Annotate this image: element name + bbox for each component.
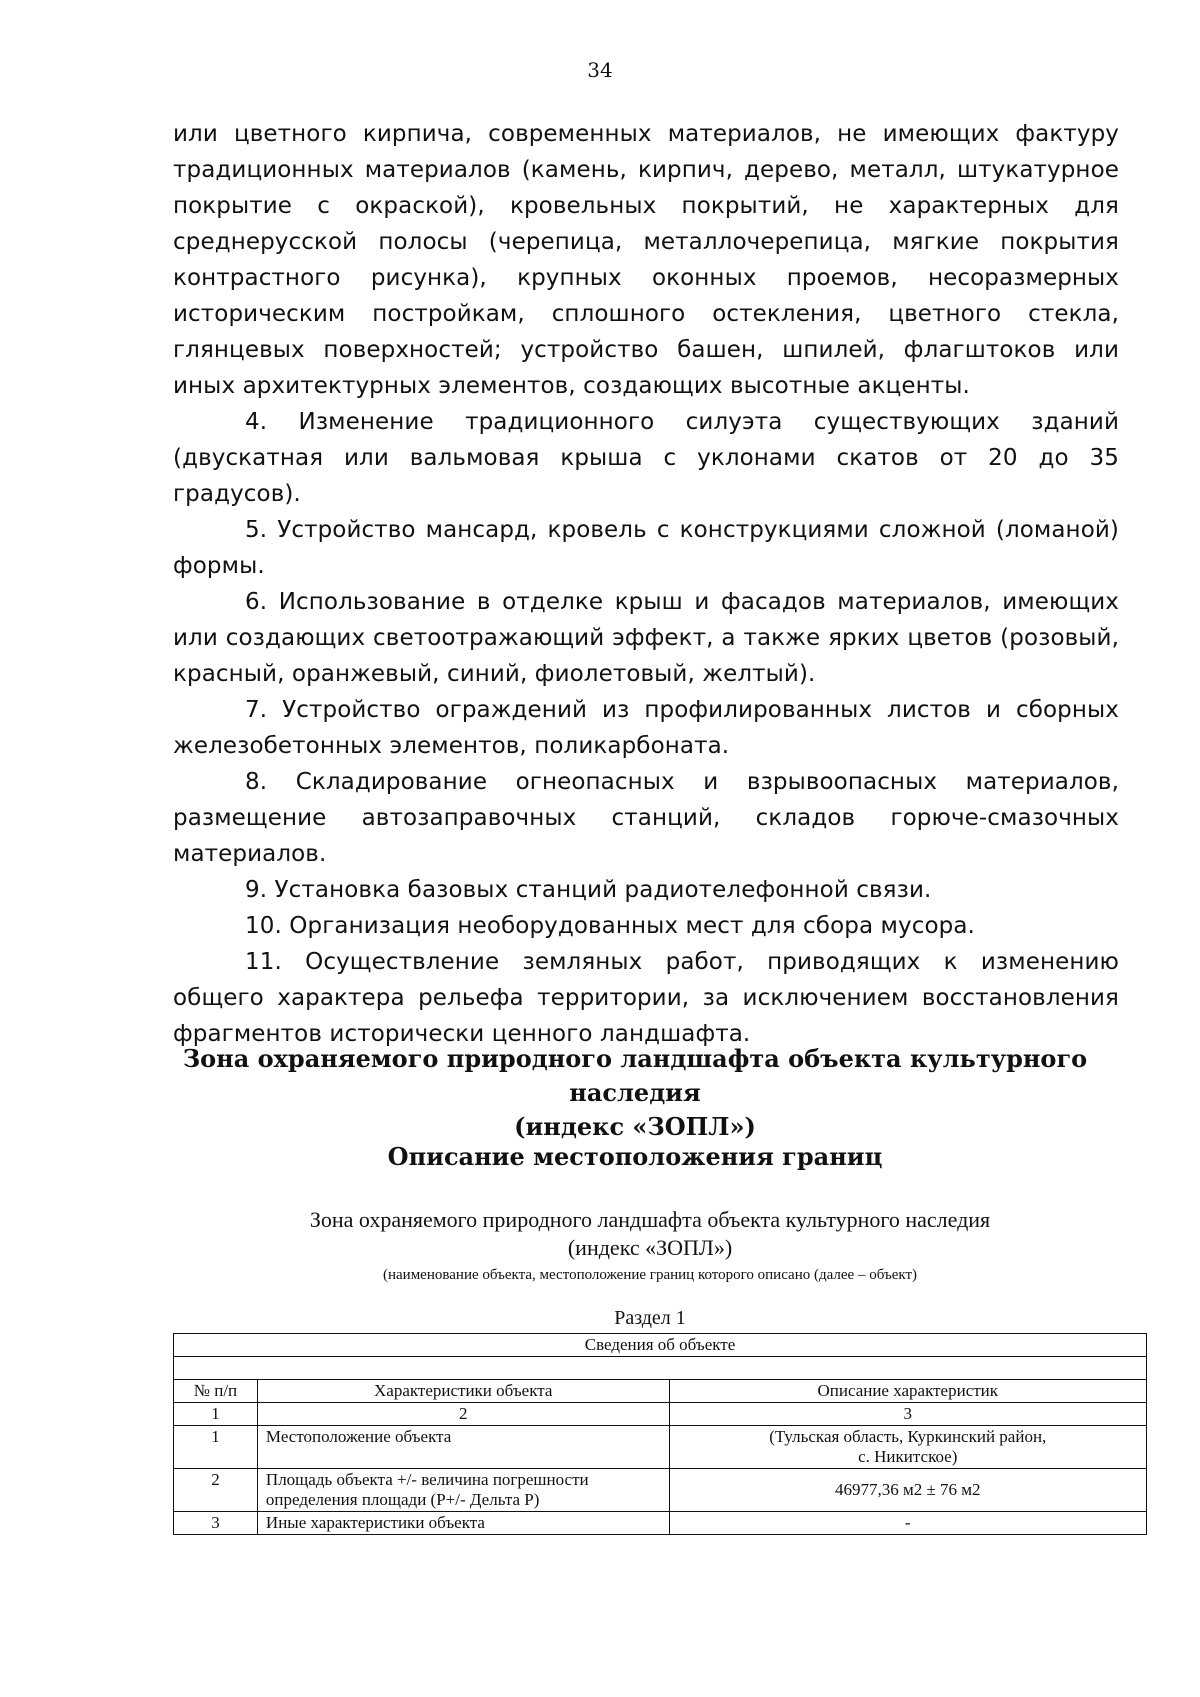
table-spacer-row [174, 1357, 1147, 1380]
page-number: 34 [587, 58, 613, 82]
table-title: Сведения об объекте [174, 1334, 1147, 1357]
row-value: - [669, 1512, 1146, 1535]
column-number-1: 1 [174, 1403, 258, 1426]
table-header-row [174, 1380, 1147, 1403]
column-number-3: 3 [669, 1403, 1146, 1426]
table-row [174, 1469, 1147, 1512]
row-value-line-1: (Тульская область, Куркинский район, [769, 1427, 1047, 1446]
paragraph-continuation: или цветного кирпича, современных материалов, не имеющих фактуру традиционных материалов (камень, кирпич, дерево, металл, штукатурное покрытие с окраской), кровельных покрытий, не характерных для среднерусской полосы (черепица, металлочерепица, мягкие покрытия контрастного рисунка), крупных оконных проемов, несоразмерных историческим постройкам, сплошного остекления, цветного стекла, глянцевых поверхностей; устройство башен, шпилей, флагштоков или иных архитектурных элементов, создающих высотные акценты. [173, 121, 1119, 399]
object-caption: (наименование объекта, местоположение границ которого описано (далее – объект) [382, 1267, 918, 1283]
zone-heading [150, 1042, 1120, 1144]
paragraph-item-6: 6. Использование в отделке крыш и фасадов материалов, имеющих или создающих светоотражающий эффект, а также ярких цветов (розовый, красный, оранжевый, синий, фиолетовый, желтый). [173, 589, 1119, 687]
object-info-table [173, 1333, 1147, 1535]
object-name-line-2: (индекс «ЗОПЛ») [567, 1235, 733, 1260]
row-num: 1 [174, 1426, 258, 1469]
table-title-row [174, 1334, 1147, 1357]
paragraph-item-8: 8. Складирование огнеопасных и взрывоопасных материалов, размещение автозаправочных станций, складов горюче-смазочных материалов. [173, 769, 1119, 867]
paragraph-item-7: 7. Устройство ограждений из профилированных листов и сборных железобетонных элементов, поликарбоната. [173, 697, 1119, 759]
description-heading: Описание местоположения границ [387, 1142, 883, 1171]
zone-heading-line-2: (индекс «ЗОПЛ») [514, 1112, 756, 1141]
row-characteristic-line-2: определения площади (P+/- Дельта P) [265, 1490, 540, 1509]
object-name [150, 1206, 1150, 1262]
table-row [174, 1426, 1147, 1469]
row-characteristic: Иные характеристики объекта [257, 1512, 669, 1535]
body-text [173, 116, 1119, 1052]
zone-heading-line-1: Зона охраняемого природного ландшафта объекта культурного наследия [182, 1044, 1088, 1107]
paragraph-item-9: 9. Установка базовых станций радиотелефонной связи. [245, 877, 932, 903]
row-value-line-2: с. Никитское) [858, 1447, 958, 1466]
row-value [669, 1426, 1146, 1469]
paragraph-item-11: 11. Осуществление земляных работ, приводящих к изменению общего характера рельефа территории, за исключением восстановления фрагментов исторически ценного ландшафта. [173, 949, 1119, 1047]
paragraph-item-5: 5. Устройство мансард, кровель с конструкциями сложной (ломаной) формы. [173, 517, 1119, 579]
header-description: Описание характеристик [669, 1380, 1146, 1403]
header-num: № п/п [174, 1380, 258, 1403]
column-number-2: 2 [257, 1403, 669, 1426]
row-num: 3 [174, 1512, 258, 1535]
table-column-number-row [174, 1403, 1147, 1426]
row-num: 2 [174, 1469, 258, 1512]
object-name-line-1: Зона охраняемого природного ландшафта объекта культурного наследия [309, 1207, 991, 1232]
paragraph-item-10: 10. Организация необорудованных мест для сбора мусора. [245, 913, 975, 939]
row-characteristic: Местоположение объекта [257, 1426, 669, 1469]
table-spacer [174, 1357, 1147, 1380]
header-characteristic: Характеристики объекта [257, 1380, 669, 1403]
row-characteristic-line-1: Площадь объекта +/- величина погрешности [265, 1470, 589, 1489]
section-label: Раздел 1 [614, 1307, 686, 1329]
paragraph-item-4: 4. Изменение традиционного силуэта существующих зданий (двускатная или вальмовая крыша с уклонами скатов от 20 до 35 градусов). [173, 409, 1119, 507]
row-value: 46977,36 м2 ± 76 м2 [669, 1469, 1146, 1512]
row-characteristic [257, 1469, 669, 1512]
table-row [174, 1512, 1147, 1535]
